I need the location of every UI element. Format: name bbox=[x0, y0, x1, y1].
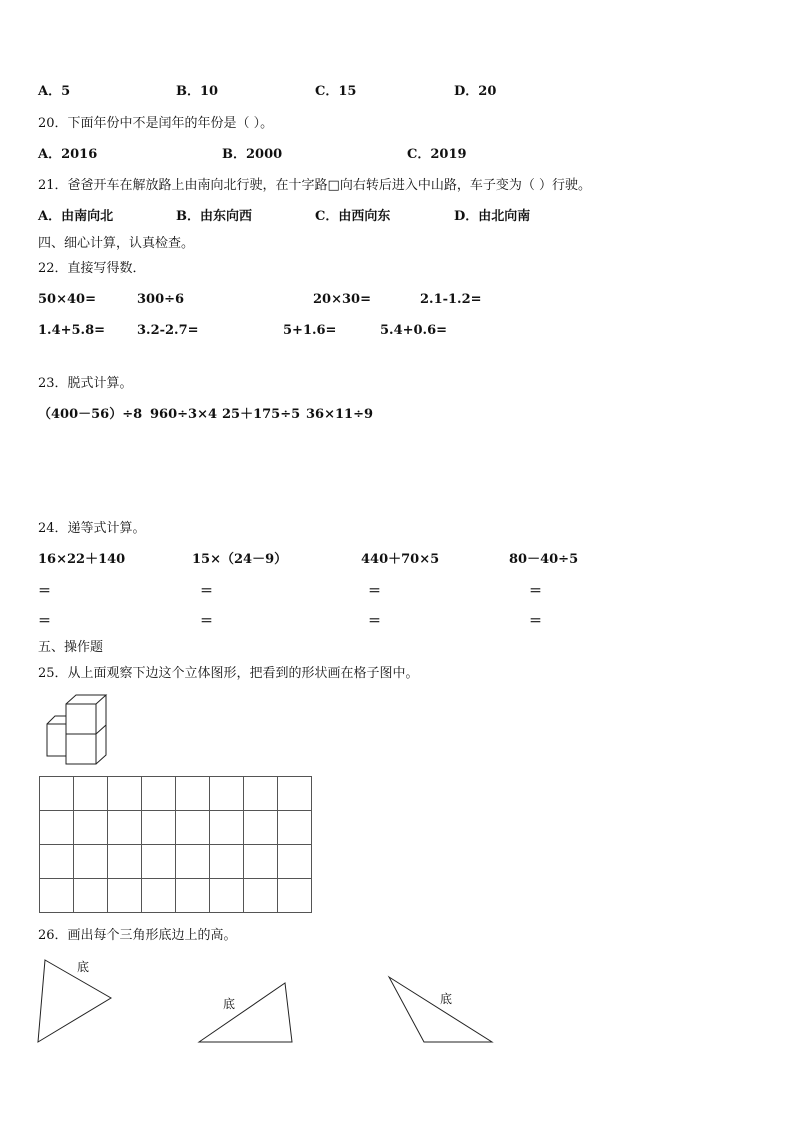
drawing-grid[interactable] bbox=[39, 776, 312, 913]
grid-cell[interactable] bbox=[40, 777, 74, 811]
triangles-figure bbox=[0, 950, 794, 1060]
grid-cell[interactable] bbox=[142, 811, 176, 845]
q24-equals: ＝ bbox=[368, 614, 382, 629]
grid-cell[interactable] bbox=[176, 879, 210, 913]
grid-cell[interactable] bbox=[244, 879, 278, 913]
triangle-2-base-label: 底 bbox=[223, 997, 236, 1011]
grid-cell[interactable] bbox=[108, 879, 142, 913]
q25-text: 25．从上面观察下边这个立体图形，把看到的形状画在格子图中。 bbox=[38, 666, 419, 681]
q24-text: 24．递等式计算。 bbox=[38, 521, 146, 536]
grid-cell[interactable] bbox=[278, 879, 312, 913]
q21-option-d: D．由北向南 bbox=[454, 209, 531, 224]
q22-item: 5.4+0.6= bbox=[380, 323, 448, 338]
triangle-3 bbox=[389, 977, 492, 1042]
q19-option-b: B．10 bbox=[176, 84, 219, 99]
grid-cell[interactable] bbox=[210, 879, 244, 913]
q20-option-c: C．2019 bbox=[407, 147, 467, 162]
q23-item: （400－56）÷8 bbox=[38, 407, 143, 422]
grid-cell[interactable] bbox=[244, 845, 278, 879]
q20-option-b: B．2000 bbox=[222, 147, 283, 162]
grid-cell[interactable] bbox=[176, 845, 210, 879]
grid-cell[interactable] bbox=[210, 845, 244, 879]
q24-equals: ＝ bbox=[200, 584, 214, 599]
grid-cell[interactable] bbox=[40, 879, 74, 913]
grid-cell[interactable] bbox=[244, 811, 278, 845]
triangle-1 bbox=[38, 960, 111, 1042]
q21-text: 21．爸爸开车在解放路上由南向北行驶，在十字路□向右转后进入中山路，车子变为（ ）行驶。 bbox=[38, 178, 591, 193]
q21-option-a: A．由南向北 bbox=[38, 209, 114, 224]
q23-item: 36×11÷9 bbox=[306, 407, 374, 422]
q24-equals: ＝ bbox=[38, 584, 52, 599]
q23-item: 960÷3×4 bbox=[150, 407, 218, 422]
q22-item: 2.1-1.2= bbox=[420, 292, 482, 307]
q22-item: 5+1.6= bbox=[283, 323, 337, 338]
grid-cell[interactable] bbox=[142, 777, 176, 811]
q24-equals: ＝ bbox=[200, 614, 214, 629]
q22-item: 300÷6 bbox=[137, 292, 185, 307]
q22-item: 20×30= bbox=[313, 292, 371, 307]
section-4-heading: 四、细心计算，认真检查。 bbox=[38, 236, 195, 251]
q19-option-a: A．5 bbox=[38, 84, 71, 99]
q23-item: 25＋175÷5 bbox=[222, 407, 301, 422]
grid-cell[interactable] bbox=[40, 845, 74, 879]
q24-equals: ＝ bbox=[529, 614, 543, 629]
q24-equals: ＝ bbox=[529, 584, 543, 599]
grid-cell[interactable] bbox=[278, 845, 312, 879]
q20-text: 20．下面年份中不是闰年的年份是（ ）。 bbox=[38, 116, 274, 131]
q22-item: 50×40= bbox=[38, 292, 96, 307]
grid-cell[interactable] bbox=[142, 845, 176, 879]
grid-cell[interactable] bbox=[176, 777, 210, 811]
grid-cell[interactable] bbox=[74, 845, 108, 879]
grid-cell[interactable] bbox=[108, 845, 142, 879]
q24-equals: ＝ bbox=[38, 614, 52, 629]
grid-cell[interactable] bbox=[278, 777, 312, 811]
q22-text: 22．直接写得数． bbox=[38, 261, 146, 276]
q21-option-c: C．由西向东 bbox=[315, 209, 391, 224]
triangle-3-base-label: 底 bbox=[440, 992, 453, 1006]
grid-cell[interactable] bbox=[210, 811, 244, 845]
q24-equals: ＝ bbox=[368, 584, 382, 599]
triangle-2 bbox=[199, 983, 292, 1042]
grid-cell[interactable] bbox=[74, 811, 108, 845]
grid-cell[interactable] bbox=[210, 777, 244, 811]
grid-cell[interactable] bbox=[176, 811, 210, 845]
grid-cell[interactable] bbox=[142, 879, 176, 913]
grid-cell[interactable] bbox=[40, 811, 74, 845]
grid-cell[interactable] bbox=[74, 777, 108, 811]
grid-cell[interactable] bbox=[108, 811, 142, 845]
q22-item: 3.2-2.7= bbox=[137, 323, 199, 338]
q22-item: 1.4+5.8= bbox=[38, 323, 106, 338]
q24-item: 16×22＋140 bbox=[38, 552, 126, 567]
grid-cell[interactable] bbox=[74, 879, 108, 913]
q26-text: 26．画出每个三角形底边上的高。 bbox=[38, 928, 237, 943]
q21-option-b: B．由东向西 bbox=[176, 209, 252, 224]
q24-item: 440＋70×5 bbox=[361, 552, 440, 567]
q24-item: 15×（24－9） bbox=[192, 552, 288, 567]
q24-item: 80－40÷5 bbox=[509, 552, 579, 567]
section-5-heading: 五、操作题 bbox=[38, 640, 104, 655]
q23-text: 23．脱式计算。 bbox=[38, 376, 133, 391]
triangle-1-base-label: 底 bbox=[77, 960, 90, 974]
grid-cell[interactable] bbox=[108, 777, 142, 811]
q19-option-d: D．20 bbox=[454, 84, 497, 99]
q19-option-c: C．15 bbox=[315, 84, 357, 99]
grid-cell[interactable] bbox=[244, 777, 278, 811]
grid-cell[interactable] bbox=[278, 811, 312, 845]
cube-figure bbox=[40, 692, 120, 767]
q20-option-a: A．2016 bbox=[38, 147, 98, 162]
